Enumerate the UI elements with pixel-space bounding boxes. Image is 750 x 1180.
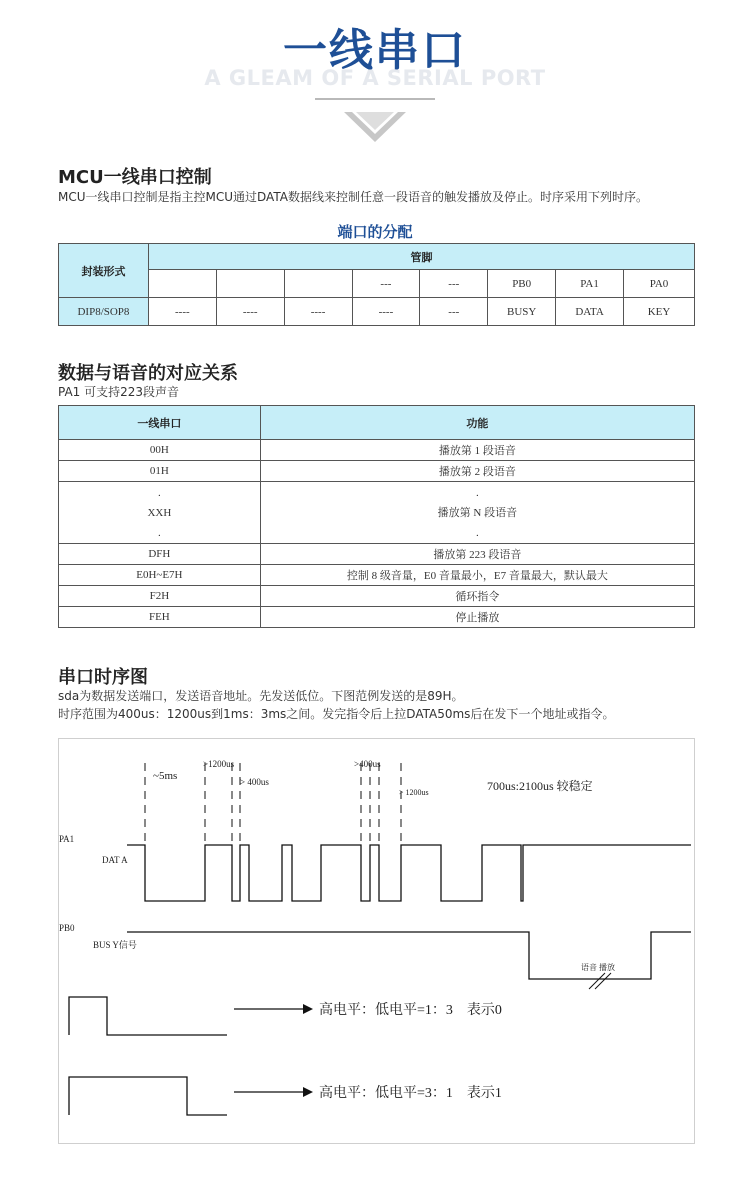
table-row-func-multi [260, 482, 694, 544]
section-heading-timing: 串口时序图 [58, 667, 148, 688]
table-row-code: 01H [59, 461, 261, 482]
label-5ms: ~5ms [153, 770, 178, 782]
label-1200us-b: > 1200us [399, 788, 429, 797]
table-caption-pins: 端口的分配 [337, 223, 413, 241]
pin-assignment-table [58, 243, 695, 326]
label-pb0: PB0 [59, 923, 75, 933]
label-stable: 700us:2100us 较稳定 [487, 779, 593, 793]
pin-cell: PA0 [624, 270, 695, 298]
arrow-head-icon [303, 1087, 313, 1097]
ellipsis-dot: . [157, 486, 161, 499]
pa1-waveform [127, 845, 691, 901]
func-cell: DATA [556, 298, 624, 326]
pin-cell: PB0 [488, 270, 556, 298]
package-cell: DIP8/SOP8 [59, 298, 149, 326]
table-row-code: E0H~E7H [59, 565, 261, 586]
table-row-code: XXH [147, 506, 172, 519]
legend-bit1: 高电平：低电平=3：1 表示1 [319, 1086, 502, 1101]
ellipsis-dot: . [157, 526, 161, 539]
func-cell: ---- [216, 298, 284, 326]
table-row-func: 播放第 223 段语音 [260, 544, 694, 565]
label-data: DAT A [102, 855, 128, 865]
label-400us-a: > 400us [240, 777, 269, 787]
chevron-down-icon [340, 108, 410, 148]
label-busy: BUS Y信号 [93, 940, 137, 950]
table-row-func: 循环指令 [260, 586, 694, 607]
section-desc-mcu: MCU一线串口控制是指主控MCU通过DATA数据线来控制任意一段语音的触发播放及停止。时序采用下列时序。 [58, 190, 648, 204]
table-row-code: FEH [59, 607, 261, 628]
func-cell: --- [420, 298, 488, 326]
func-cell: KEY [624, 298, 695, 326]
voice-mapping-table [58, 405, 695, 628]
legend-bit0: 高电平：低电平=1：3 表示0 [319, 1003, 502, 1018]
page-title: 一线串口 [283, 25, 467, 76]
col-header-pins: 管脚 [148, 244, 694, 270]
table-row-func: 播放第 1 段语音 [260, 440, 694, 461]
pin-cell [148, 270, 216, 298]
table-row-func: 停止播放 [260, 607, 694, 628]
page-subtitle: A GLEAM OF A SERIAL PORT [204, 66, 546, 90]
timing-desc-line1: sda为数据发送端口，发送语音地址。先发送低位。下图范例发送的是89H。 [58, 689, 464, 703]
bit0-waveform [69, 997, 227, 1035]
pin-cell: --- [352, 270, 420, 298]
table-row-func: 播放第 2 段语音 [260, 461, 694, 482]
table-row-code: F2H [59, 586, 261, 607]
label-1200us-a: >1200us [203, 759, 235, 769]
label-playing: 语音 播放 [581, 963, 615, 972]
section-heading-mcu: MCU一线串口控制 [58, 167, 212, 188]
label-pa1: PA1 [59, 834, 75, 844]
col-header-function: 功能 [260, 406, 694, 440]
table-row-func: 控制 8 级音量，E0 音量最小，E7 音量最大，默认最大 [260, 565, 694, 586]
table-row-code-multi [59, 482, 261, 544]
timing-desc-line2: 时序范围为400us：1200us到1ms：3ms之间。发完指令后上拉DATA50ms后在发下一个地址或指令。 [58, 707, 615, 721]
func-cell: ---- [284, 298, 352, 326]
func-cell: BUSY [488, 298, 556, 326]
pin-cell [284, 270, 352, 298]
header-divider [315, 98, 435, 100]
func-cell: ---- [352, 298, 420, 326]
section-heading-mapping: 数据与语音的对应关系 [58, 363, 238, 384]
label-400us-b: >400us [354, 759, 381, 769]
ellipsis-dot: . [475, 526, 479, 539]
section-desc-mapping: PA1 可支持223段声音 [58, 385, 180, 399]
table-row-func: 播放第 N 段语音 [437, 506, 518, 519]
timing-diagram-svg [59, 739, 696, 1145]
col-header-package: 封装形式 [59, 244, 149, 298]
pin-cell [216, 270, 284, 298]
pin-cell: --- [420, 270, 488, 298]
timing-markers [145, 763, 401, 849]
col-header-serial: 一线串口 [59, 406, 261, 440]
pin-cell: PA1 [556, 270, 624, 298]
ellipsis-dot: . [475, 486, 479, 499]
table-row-code: DFH [59, 544, 261, 565]
table-row-code: 00H [59, 440, 261, 461]
func-cell: ---- [148, 298, 216, 326]
bit1-waveform [69, 1077, 227, 1115]
arrow-head-icon [303, 1004, 313, 1014]
timing-diagram [58, 738, 695, 1144]
